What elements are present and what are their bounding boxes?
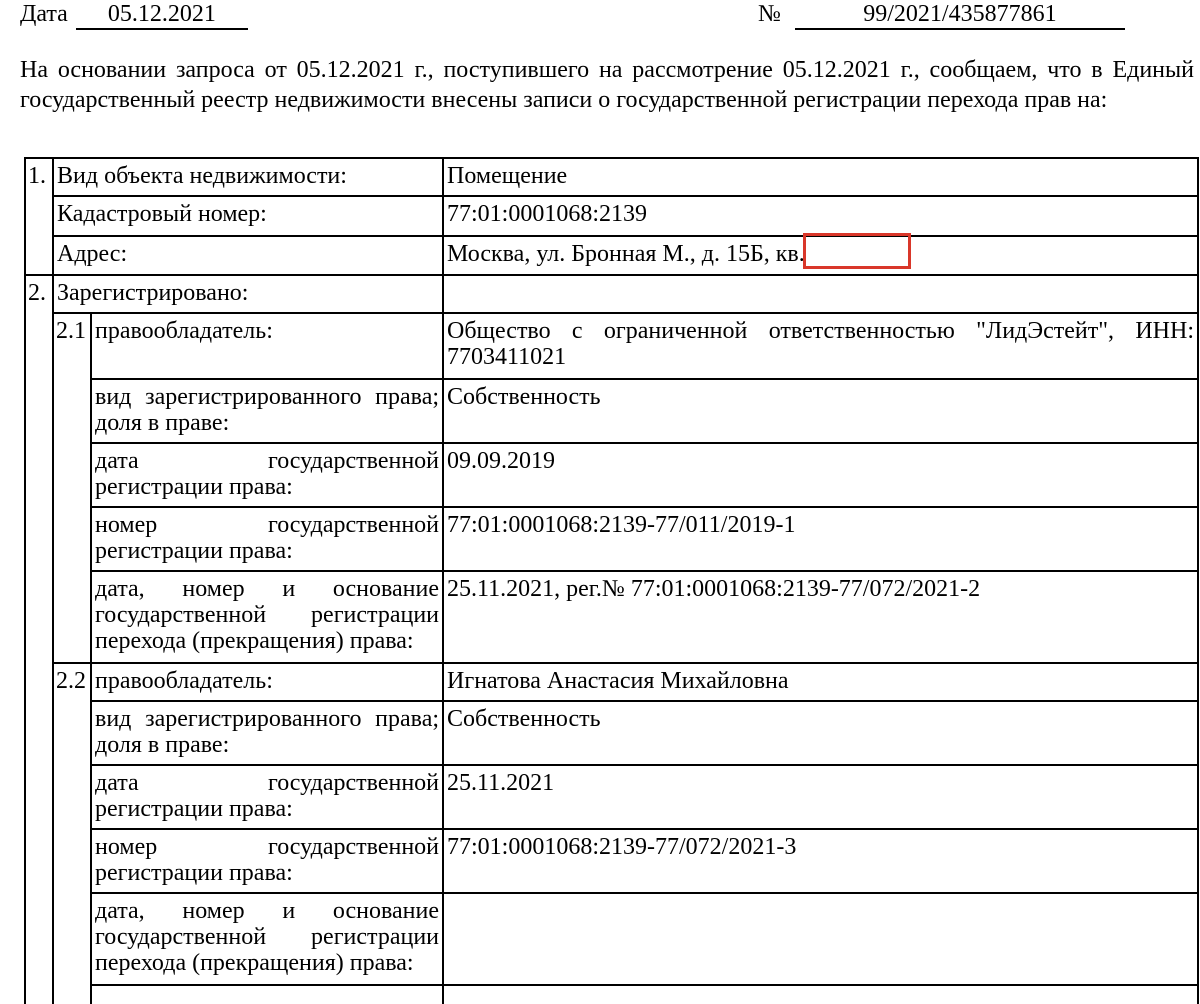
cadastral-value: 77:01:0001068:2139 [443, 196, 1198, 236]
holder-2-number: 2.2 [53, 663, 91, 1004]
holder-1-reg-date-value: 09.09.2019 [443, 443, 1198, 507]
holder-1-transfer-value: 25.11.2021, рег.№ 77:01:0001068:2139-77/072/2021-2 [443, 571, 1198, 663]
address-label: Адрес: [53, 236, 443, 275]
holder-1-label: правообладатель: [91, 313, 443, 379]
date-value: 05.12.2021 [76, 0, 248, 30]
date-block [20, 0, 248, 30]
document-number-block [758, 0, 1125, 30]
holder-2-value: Игнатова Анастасия Михайловна [443, 663, 1198, 701]
holder-1-transfer-label: дата, номер и основание государственной регистрации перехода (прекращения) права: [91, 571, 443, 663]
holder-1-right-type-label: вид зарегистрированного права; доля в праве: [91, 379, 443, 443]
table-row [25, 443, 1198, 507]
holder-2-reg-number-value: 77:01:0001068:2139-77/072/2021-3 [443, 829, 1198, 893]
document-number-value: 99/2021/435877861 [795, 0, 1125, 30]
section-2-number: 2. [25, 275, 53, 1004]
object-type-value: Помещение [443, 158, 1198, 196]
holder-1-number: 2.1 [53, 313, 91, 663]
table-row [25, 663, 1198, 701]
holder-1-reg-number-value: 77:01:0001068:2139-77/011/2019-1 [443, 507, 1198, 571]
table-row [25, 196, 1198, 236]
holder-2-right-type-label: вид зарегистрированного права; доля в праве: [91, 701, 443, 765]
registry-table [24, 157, 1199, 1004]
holder-2-extra-value [443, 985, 1198, 1004]
address-cell [443, 236, 1198, 275]
holder-1-right-type-value: Собственность [443, 379, 1198, 443]
holder-2-reg-number-label: номер государственной регистрации права: [91, 829, 443, 893]
table-row [25, 236, 1198, 275]
table-row [25, 571, 1198, 663]
table-row [25, 313, 1198, 379]
section-1-number: 1. [25, 158, 53, 275]
holder-2-reg-date-value: 25.11.2021 [443, 765, 1198, 829]
table-row [25, 893, 1198, 985]
holder-1-reg-number-label: номер государственной регистрации права: [91, 507, 443, 571]
cadastral-label: Кадастровый номер: [53, 196, 443, 236]
date-label: Дата [20, 1, 68, 27]
holder-1-value: Общество с ограниченной ответственностью "ЛидЭстейт", ИНН: 7703411021 [443, 313, 1198, 379]
table-row [25, 701, 1198, 765]
table-row [25, 275, 1198, 313]
table-row [25, 829, 1198, 893]
holder-2-reg-date-label: дата государственной регистрации права: [91, 765, 443, 829]
table-row [25, 985, 1198, 1004]
object-type-label: Вид объекта недвижимости: [53, 158, 443, 196]
table-row [25, 765, 1198, 829]
holder-2-right-type-value: Собственность [443, 701, 1198, 765]
holder-2-transfer-label: дата, номер и основание государственной регистрации перехода (прекращения) права: [91, 893, 443, 985]
table-row [25, 379, 1198, 443]
number-label: № [758, 1, 781, 27]
address-value: Москва, ул. Бронная М., д. 15Б, кв. [447, 241, 805, 267]
holder-1-reg-date-label: дата государственной регистрации права: [91, 443, 443, 507]
intro-paragraph: На основании запроса от 05.12.2021 г., поступившего на рассмотрение 05.12.2021 г., сообщаем, что в Единый государственный реестр недвижимости внесены записи о государственной регистрации перехода прав на: [20, 57, 1194, 113]
registered-value [443, 275, 1198, 313]
holder-2-transfer-value [443, 893, 1198, 985]
redaction-box [803, 233, 911, 269]
table-row [25, 158, 1198, 196]
holder-2-extra-label [91, 985, 443, 1004]
holder-2-label: правообладатель: [91, 663, 443, 701]
registered-label: Зарегистрировано: [53, 275, 443, 313]
table-row [25, 507, 1198, 571]
